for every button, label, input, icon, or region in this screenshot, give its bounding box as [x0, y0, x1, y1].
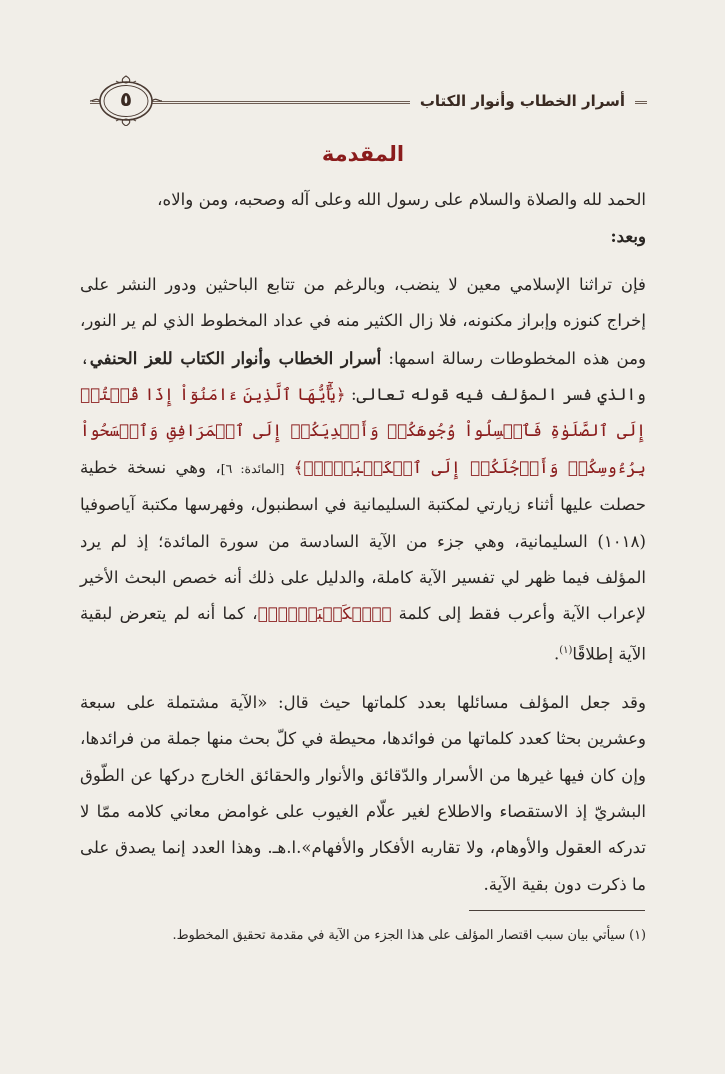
footnote-rule [469, 910, 645, 911]
page-content [80, 138, 646, 903]
page-header [72, 72, 647, 128]
page-number-ornament [90, 74, 162, 126]
quran-word: ﴿ٱلۡكَعۡبَيۡنِۚ﴾ [257, 604, 392, 624]
manuscript-title: أسرار الخطاب وأنوار الكتاب للعز الحنفي [89, 347, 382, 368]
paragraph-gap [80, 255, 646, 267]
intro-text-a: فإن تراثنا الإسلامي معين لا ينضب، وبالرغم من تتابع الباحثين ودور النشر على إخراج كنوزه وإبراز مكنونه، فلا زال الكثير منه في عداد المخطوط الذي لم ير النور، ومن هذه المخطوطات رسالة اسمها: [80, 274, 646, 368]
paragraph-gap [80, 673, 646, 685]
intro-paragraph [80, 267, 646, 673]
section-title: المقدمة [321, 142, 405, 166]
quote-text: وقد جعل المؤلف مسائلها بعدد كلماتها حيث قال: «الآية مشتملة على سبعة وعشرين بحثا كعدد كلماتها من فوائدها، محيطة في كلّ بحث منها جملة من فرائدها، وإن كان فيها غيرها من الأسرار والدّقائق والأنوار والحقائق الخارج دركها عن الطّوق البشريّ إذ الاستقصاء والاطلاع لغير علّام الغيوب على غوامض معاني كلامه ممّا لا تدركه العقول والأوهام، ولا تقاربه الأفكار والأفهام».ا.هـ. وهذا العدد إنما يصدق على ما ذكرت دون بقية الآية. [80, 692, 646, 894]
quote-paragraph [80, 685, 646, 903]
intro-text-b: ، والذي فسر المؤلف فيه قوله تعالى: [80, 348, 646, 405]
intro-text-end: . [553, 644, 560, 664]
page-number: ٥ [119, 87, 133, 111]
intro-text-c: ، وهي نسخة خطية حصلت عليها أثناء زيارتي لمكتبة السليمانية في اسطنبول، وفهرسها مكتبة آياصوفيا (١٠١٨) السليمانية، وهي جزء من الآية السادسة من سورة المائدة؛ إذ لم يرد المؤلف فيما ظهر لي تفسير الآية كاملة، والدليل على ذلك أنه خصص البحث الأخير لإعراب الآية وأعرب فقط إلى كلمة [80, 457, 646, 624]
quran-verse: ﴿يَٰٓأَيُّهَا ٱلَّذِينَ ءَامَنُوٓاْ إِذَا قُمۡتُمۡ إِلَى ٱلصَّلَوٰةِ فَٱغۡسِلُواْ وُجُوهَكُمۡ وَأَيۡدِيَكُمۡ إِلَى ٱلۡمَرَافِقِ وَٱمۡسَحُواْ بِرُءُوسِكُمۡ وَأَرۡجُلَكُمۡ إِلَى ٱلۡكَعۡبَيۡنِۚ﴾ [80, 385, 647, 477]
verse-reference: [المائدة: ٦] [220, 460, 285, 476]
wa-baad-text: وبعد: [610, 226, 646, 247]
opening-paragraph [80, 182, 646, 218]
footnote: (١) سيأتي بيان سبب اقتصار المؤلف على هذا الجزء من الآية في مقدمة تحقيق المخطوط. [172, 928, 646, 943]
footnote-marker[interactable]: (١) [559, 644, 573, 656]
running-title: أسرار الخطاب وأنوار الكتاب [410, 88, 635, 114]
intro-text-d: ، كما أنه لم يتعرض لبقية الآية إطلاقًا [80, 604, 646, 664]
wa-baad-line [80, 218, 646, 254]
praise-text: الحمد لله والصلاة والسلام على رسول الله وعلى آله وصحبه، ومن والاه، [157, 190, 646, 209]
